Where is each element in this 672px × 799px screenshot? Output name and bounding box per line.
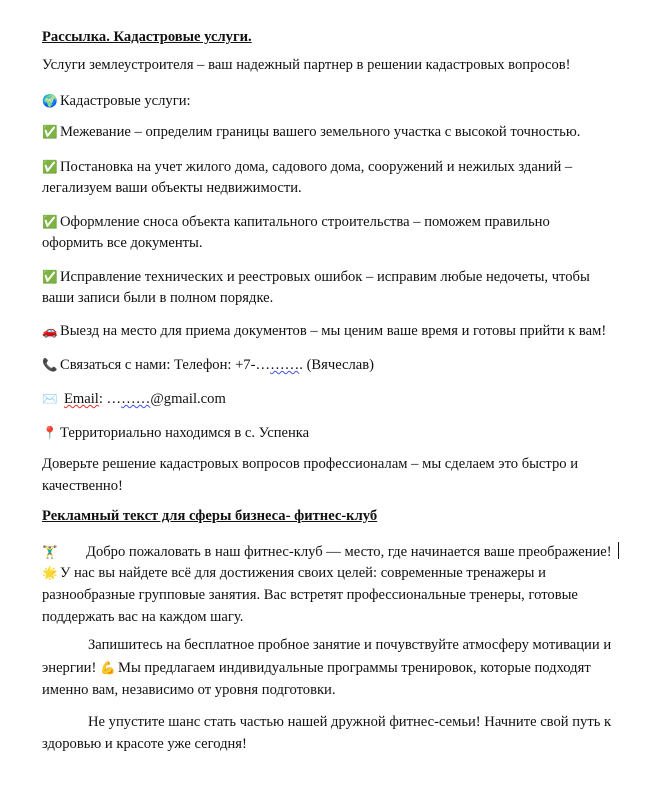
service-item-2: ✅ Постановка на учет жилого дома, садового дома, сооружений и нежилых зданий – — [42, 159, 573, 175]
pin-icon: 📍 — [42, 425, 58, 440]
globe-icon: 🌍 — [42, 93, 58, 108]
services-label-line — [42, 92, 191, 110]
closing-line-2: качественно! — [42, 478, 123, 494]
para3-line-1: Не упустите шанс стать частью нашей дружной фитнес-семьи! Начните свой путь к — [88, 714, 612, 730]
phone-number-placeholder: …… — [270, 357, 300, 373]
para1-line-1: 🌟 У нас вы найдете всё для достижения своих целей: современные тренажеры и — [42, 565, 546, 581]
email-label: Email — [64, 391, 99, 407]
car-icon: 🚗 — [42, 323, 58, 338]
para2-line-1: Запишитесь на бесплатное пробное занятие и почувствуйте атмосферу мотивации и — [88, 637, 612, 653]
phone-line: 📞 Связаться с нами: Телефон: +7-………. (Вячеслав) — [42, 357, 375, 373]
check-icon: ✅ — [42, 269, 58, 284]
welcome-line: 🏋️‍♂️ Добро пожаловать в наш фитнес-клуб — место, где начинается ваше преображение! — [42, 542, 619, 561]
service-item-4: ✅ Исправление технических и реестровых ошибок – исправим любые недочеты, чтобы — [42, 269, 590, 285]
visit-line: 🚗 Выезд на место для приема документов – мы ценим ваше время и готовы прийти к вам! — [42, 323, 607, 339]
service-item-3: ✅ Оформление сноса объекта капитального строительства – поможем правильно — [42, 214, 550, 230]
email-placeholder: …… — [121, 391, 151, 407]
email-icon: ✉️ — [42, 391, 58, 406]
services-label: Кадастровые услуги: — [60, 93, 191, 109]
para1-line-3: поддержать вас на каждом шагу. — [42, 609, 244, 625]
heading-cadastral: Рассылка. Кадастровые услуги. — [42, 29, 252, 45]
para3-line-2: здоровью и красоте уже сегодня! — [42, 736, 247, 752]
service-item-4-cont: ваши записи были в полном порядке. — [42, 290, 274, 306]
heading-fitness: Рекламный текст для сферы бизнеса- фитнес-клуб — [42, 508, 378, 524]
check-icon: ✅ — [42, 159, 58, 174]
service-item-1: ✅ Межевание – определим границы вашего земельного участка с высокой точностью. — [42, 124, 581, 140]
location-line: 📍 Территориально находимся в с. Успенка — [42, 425, 310, 441]
service-item-2-cont: легализуем ваши объекты недвижимости. — [42, 180, 302, 196]
check-icon: ✅ — [42, 124, 58, 139]
muscle-icon: 💪 — [99, 660, 116, 675]
para1-line-2: разнообразные групповые занятия. Вас встретят профессиональные тренеры, готовые — [42, 587, 578, 603]
text-cursor — [618, 542, 619, 559]
closing-line-1: Доверьте решение кадастровых вопросов профессионалам – мы сделаем это быстро и — [42, 456, 579, 472]
check-icon: ✅ — [42, 214, 58, 229]
star-icon: 🌟 — [42, 565, 58, 580]
email-line: ✉️ Email: ………@gmail.com — [42, 391, 226, 407]
phone-icon: 📞 — [42, 357, 58, 372]
service-item-3-cont: оформить все документы. — [42, 235, 203, 251]
weightlifter-icon: 🏋️‍♂️ — [42, 544, 58, 559]
intro-text: Услуги землеустроителя – ваш надежный партнер в решении кадастровых вопросов! — [42, 57, 571, 73]
para2-line-3: именно вам, независимо от уровня подготовки. — [42, 682, 336, 698]
para2-line-2: энергии! 💪 Мы предлагаем индивидуальные программы тренировок, которые подходят — [42, 660, 591, 676]
